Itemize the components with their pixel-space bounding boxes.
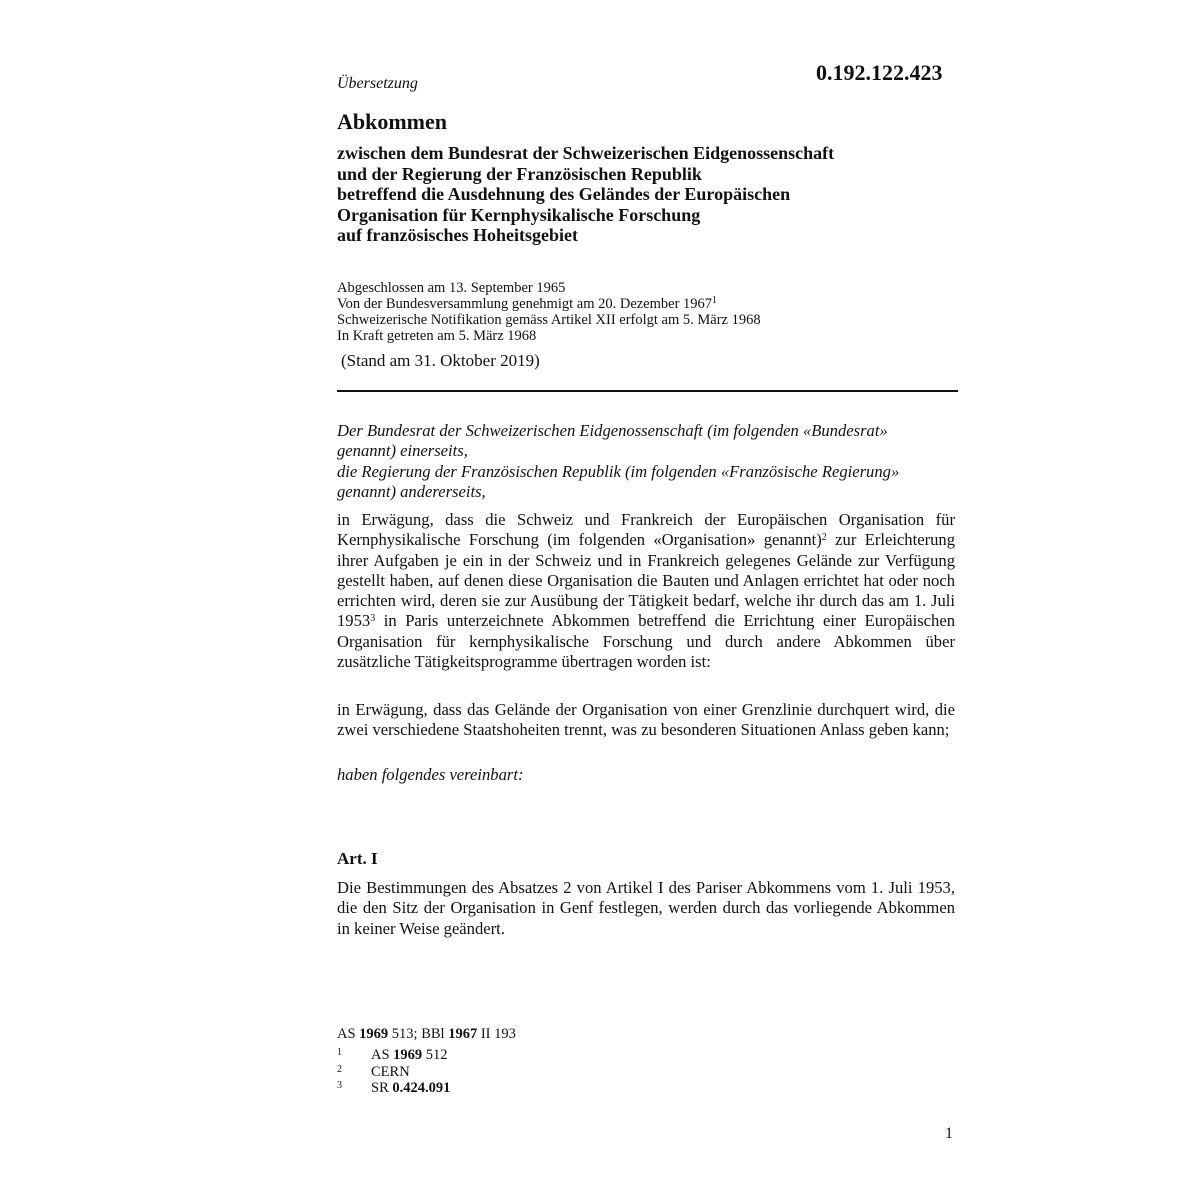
footnote-ref[interactable]: 3 [370,613,376,625]
paragraph-text: in Erwägung, dass die Schweiz und Frankreich der Europäischen Organisation für Kernphysikalische Forschung (im folgenden «Organisation» genannt) [337,510,955,550]
concluded-date: Abgeschlossen am 13. September 1965 [337,280,566,296]
footnote-number: 3 [337,1080,342,1091]
approved-text: Von der Bundesversammlung genehmigt am 20. Dezember 1967 [337,296,713,312]
sr-number: 0.192.122.423 [816,60,943,85]
footnote-number: 2 [337,1063,342,1075]
in-force-date: In Kraft getreten am 5. März 1968 [337,328,537,344]
footnote [337,1080,450,1097]
footnote-text: CERN [371,1063,410,1080]
subtitle-line: und der Regierung der Französischen Republik [337,163,702,184]
consideration-paragraph-1 [337,510,955,672]
footnote-number: 1 [337,1047,342,1058]
translation-label: Übersetzung [337,75,418,92]
agreement-clause: haben folgendes vereinbart: [337,765,524,784]
subtitle-line: zwischen dem Bundesrat der Schweizerischen Eidgenossenschaft [337,143,835,163]
preamble-line: die Regierung der Französischen Republik (im folgenden «Französische Regierung» [337,461,900,481]
stand-date: (Stand am 31. Oktober 2019) [341,351,540,370]
article-heading: Art. I [337,849,378,868]
footnote [337,1047,450,1064]
footnote-ref[interactable]: 1 [712,295,718,306]
footnote-text: SR 0.424.091 [371,1080,451,1096]
page-number: 1 [945,1125,953,1142]
document-subtitle [337,143,957,246]
footnotes [337,1047,450,1097]
paragraph-text: in Paris unterzeichnete Abkommen betreffend die Errichtung einer Europäischen Organisation für kernphysikalische Forschung und durch andere Abkommen über zusätzliche Tätigkeitsprogramme übertragen worden ist: [337,611,955,672]
footnote-text: AS 1969 512 [371,1047,448,1063]
separator-rule [337,390,958,392]
paragraph-text: zur Erleichterung ihrer Aufgaben je ein in der Schweiz und in Frankreich gelegenes Gelände zur Verfügung gestellt haben, auf denen diese Organisation die Bauten und Anlagen errichtet hat oder noch errichten wird, deren sie zur Ausübung der Tätigkeit bedarf, welche ihr durch das am 1. Juli 1953 [337,530,955,631]
footnote-ref[interactable]: 2 [821,532,827,544]
document-metadata [337,280,761,344]
preamble-line: genannt) einerseits, [337,441,468,461]
approved-date [337,296,761,312]
subtitle-line: betreffend die Ausdehnung des Geländes der Europäischen [337,184,791,204]
preamble-line: genannt) andererseits, [337,481,486,501]
subtitle-line: auf französisches Hoheitsgebiet [337,225,578,245]
preamble [337,421,955,502]
preamble-line: Der Bundesrat der Schweizerischen Eidgenossenschaft (im folgenden «Bundesrat» [337,421,888,440]
subtitle-line: Organisation für Kernphysikalische Forschung [337,204,701,225]
as-reference [337,1026,516,1043]
bbl-year: 1967 [448,1026,478,1042]
consideration-paragraph-2: in Erwägung, dass das Gelände der Organisation von einer Grenzlinie durchquert wird, die zwei verschiedene Staatshoheiten trennt, was zu besonderen Situationen Anlass geben kann; [337,700,955,740]
footnote [337,1064,450,1081]
notification-date: Schweizerische Notifikation gemäss Artikel XII erfolgt am 5. März 1968 [337,312,761,328]
as-page: 513; BBl [388,1026,449,1042]
as-label: AS [337,1026,360,1042]
document-title: Abkommen [337,109,448,134]
bbl-page: II 193 [477,1026,516,1042]
as-year: 1969 [359,1026,389,1042]
article-text: Die Bestimmungen des Absatzes 2 von Artikel I des Pariser Abkommens vom 1. Juli 1953, die den Sitz der Organisation in Genf festlegen, werden durch das vorliegende Abkommen in keiner Weise geändert. [337,878,955,938]
